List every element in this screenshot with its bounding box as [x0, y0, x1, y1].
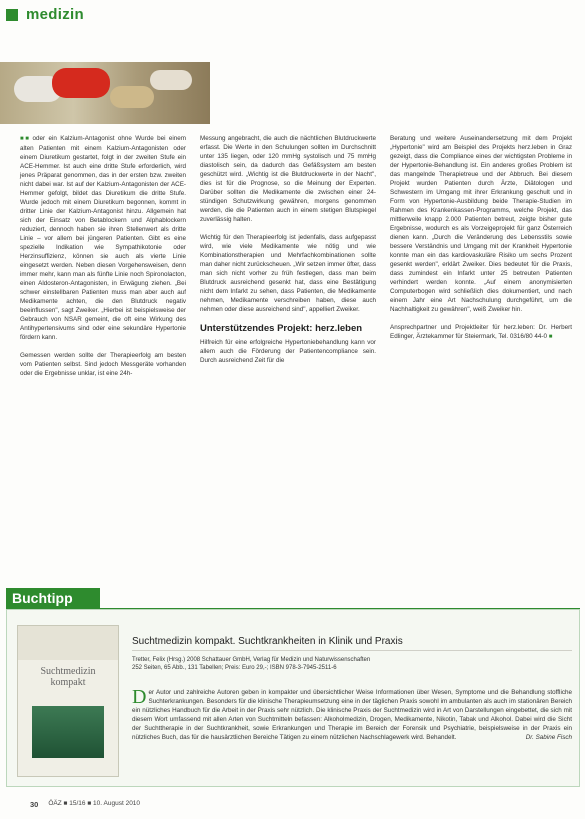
hero-image	[0, 62, 210, 124]
review-author: Dr. Sabine Fisch	[525, 734, 572, 741]
article-column-2	[200, 134, 376, 374]
paragraph: Beratung und weitere Auseinandersetzung mit dem Projekt „Hypertonie" wird am Beispiel des Projekts herz.leben in Graz gezeigt, dass die Compliance eines der wichtigsten Probleme in der Hypertonie-Behandlung ist. Ein anderes großes Problem ist das mangelnde Therapietreue und der Abbruch. Bei diesem Projekt wurden Patienten durch Ärzte, Diätologen und Schwestern im Umgang mit ihrer Erkrankung geschult und in Form von Hypertonie-Ausbildung beide Therapie-Studien im Rahmen des Krankenkassen-Programms, welche Projekt, das mittlerweile knapp 2.000 Patienten betreut, zeigte bisher gute Ergebnisse, wodurch es als Vorzeigeprojekt für ganz Österreich dienen kann. „Durch die Veränderung des Lebensstils sowie bessere Verständnis und Umgang mit der Krankheit Hypertonie konnte man ein das kardiovaskuläre Risiko um sechs Prozent gesenkt werden", erklärt Zweiker. Dies bedeutet für die Praxis, dass zumindest ein Infarkt unter 25 betreuten Patienten verhindert werden konnte. „Auf einem anonymisierten Computerbogen wird schließlich dies dokumentiert, und nach einem Jahr eine Art Nachschulung durchgeführt, um die Nachhaltigkeit zu gewähren", weiß Zweiker hin.	[390, 135, 572, 313]
book-meta-publisher: Tretter, Felix (Hrsg.) 2008 Schattauer GmbH, Verlag für Medizin und Naturwissenschaften	[132, 657, 371, 663]
book-tip-box	[6, 588, 580, 793]
cover-top-band	[18, 626, 118, 660]
book-review	[132, 688, 572, 742]
continuation-marker: ■■	[20, 136, 31, 142]
cover-title: Suchtmedizin kompakt	[40, 666, 96, 688]
paragraph: Messung angebracht, die auch die nächtlichen Blutdruckwerte erfasst. Die Werte in den Schulungen sollten im Durchschnitt unter 135 liegen, oder 120 mmHg systolisch und 75 mmHg diastolisch sein, da dadurch das Gefäßsystem am besten geschützt wird. „Wichtig ist die Blutdruckwerte in der Nacht", dies ist für die Prognose, so die Meinung der Experten. Darüber sollten die Medikamente die zwischen einer 24-stündigen Schutzwirkung gewähren, morgens genommen werden, die die Patienten auch in einem stetigen Blutspiegel zuverlässig halten.	[200, 135, 376, 223]
book-review-text: er Autor und zahlreiche Autoren geben in kompakter und übersichtlicher Weise Informationen über Wesen, Symptome und die Behandlung stoffliche Suchterkrankungen. Besonders für die klinische Therapieumsetzung eine in der täglichen Praxis sowohl im ambulanten als auch im stationären Bereich ein nützliches Handbuch für die Arbeit in der Praxis sehr nützlich. Die klinische Praxis der Suchtmedizin wird in Art von Darstellungen eingebettet, die sich mit diesem Wort umfassend mit allen Arten von Suchtmitteln befassen: Alkoholmedizin, Drogen, Medikamente, Nikotin, Tabak und Alkohol. Dabei wird die Sicht der Suchttherapie in der Suchtkrankheit, sowie Erkrankungen und Therapie im Bereich der Forensik und Psychiatrie, beispielsweise in der Praxis ein nützliches Buch, das für die hausärztlichen Bereiche Tätigen zu einem nützlichen Nachschlagewerk wird. Behandelt.	[132, 689, 572, 741]
paragraph: oder ein Kalzium-Antagonist ohne Wurde bei einem alten Patienten mit einem Kalzium-Antagonisten oder einem Diuretikum gestartet, folgt in der zweiten Stufe ein ACE-Hemmer. Ist auch eine dritte Stufe erforderlich, wird jenes Präparat genommen, das in der ersten bzw. zweiten nicht dabei war. Ist auf der Kalzium-Antagonisten der ACE-Hemmer gefolgt, bildet das Diuretikum die dritte Stufe. Wurde jedoch mit einem Diuretikum begonnen, kommt in dritter Linie der Kalzium-Antagonist hinzu. Allgemein hat sich der Einsatz von Betablockern und Alphablockern reduziert, dennoch haben sie ihren Stellenwert als dritte Linie – vor allem bei jüngeren Patienten. Gibt es eine spezielle Indikation wie Sympathikotonie oder Herzinsuffizienz, können sie auch als vierte Linie eingesetzt werden. Neben diesen Vorgehensweisen, denn immer mehr, kann man als fünfte Linie noch Spironolacton, einen Aldosteron-Antagonisten, in Erwägung ziehen. „Bei schwer einstellbaren Patienten muss man aber auch auf Medikamente achten, die den Blutdruck negativ beeinflussen", sagt Zweiker. „Hierbei ist beispielsweise der Gebrauch von NSAR gemeint, die oft eine Wirkung des Antihypertensivums sind oder eine sekundäre Hypertonie fördern kann.	[20, 135, 186, 341]
book-divider	[132, 650, 572, 651]
paragraph: Gemessen werden sollte der Therapieerfolg am besten vom Patienten selbst. Sind jedoch Messgeräte vorhanden oder die Ergebnisse unklar, ist eine 24h-	[20, 352, 186, 377]
drop-cap: D	[132, 686, 147, 708]
pill-cream	[150, 70, 192, 90]
article-body	[0, 134, 585, 574]
paragraph: Wichtig für den Therapieerfolg ist jedenfalls, dass aufgepasst wird, wie viele Medikamente wie nötig und wie Kombinationstherapien und Mehrfachkombinationen sollte man daher nicht zurückscheuen. „Wir setzen immer öfter, dass man sich nicht vorher zu früh festlegen, dass man beim Blutdruck ausreichend gesenkt hat, dass eine Bestätigung nicht dem Infarkt zu sehen, dass Patienten, die Medikamente nehmen, Medikamente verschreiben haben, diese auch nehmen oder diese ausreichend sind", appelliert Zweiker.	[200, 234, 376, 313]
section-title: medizin	[26, 6, 84, 23]
paragraph: Hilfreich für eine erfolgreiche Hypertoniebehandlung kann vor allem auch die Förderung der Patientencompliance sein. Durch ausreichend Zeit für die	[200, 339, 376, 364]
book-title: Suchtmedizin kompakt. Suchtkrankheiten in Klinik und Praxis	[132, 636, 403, 647]
section-header	[6, 6, 84, 23]
page-footer	[30, 800, 140, 809]
book-cover-image	[17, 625, 119, 777]
subheading: Unterstützendes Projekt: herz.leben	[200, 323, 363, 334]
pill-gold	[110, 86, 154, 108]
book-tip-label: Buchtipp	[6, 588, 100, 608]
book-tip-frame	[6, 609, 580, 787]
article-column-1	[20, 134, 186, 387]
book-meta	[132, 656, 572, 672]
contact-note: Ansprechpartner und Projektleiter für herz.leben: Dr. Herbert Edlinger, Ärztekammer für Steiermark, Tel. 0316/80 44-0	[390, 324, 572, 340]
article-column-3	[390, 134, 572, 351]
issue-info: ÖÄZ ■ 15/16 ■ 10. August 2010	[48, 800, 141, 807]
book-meta-details: 252 Seiten, 65 Abb., 131 Tabellen; Preis: Euro 29,-; ISBN 978-3-7945-2511-6	[132, 665, 337, 671]
pill-red	[52, 68, 110, 98]
end-marker: ■	[548, 334, 553, 340]
page-number: 30	[30, 800, 39, 809]
section-marker	[6, 9, 18, 21]
cover-illustration	[32, 706, 104, 758]
